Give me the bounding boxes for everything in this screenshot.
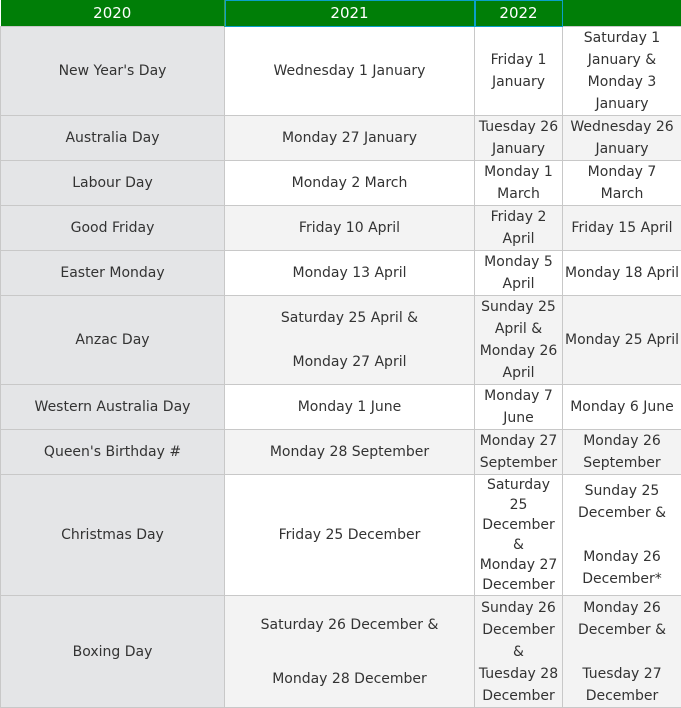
holiday-name: Anzac Day (1, 296, 225, 385)
date-cell: Monday 18 April (563, 251, 681, 296)
holiday-name: New Year's Day (1, 27, 225, 116)
table-row (1, 475, 681, 596)
table-row (1, 596, 681, 708)
date-cell: Friday 10 April (225, 206, 475, 251)
date-cell: Saturday 26 December & Monday 28 December (225, 596, 475, 708)
table-row (1, 161, 681, 206)
col-header-blank (563, 0, 681, 27)
date-cell: Monday 1 June (225, 385, 475, 430)
holiday-name: Good Friday (1, 206, 225, 251)
holiday-name: Christmas Day (1, 475, 225, 596)
date-cell: Monday 6 June (563, 385, 681, 430)
date-cell: Monday 25 April (563, 296, 681, 385)
date-cell: Sunday 26 December & Tuesday 28 December (475, 596, 563, 708)
date-cell: Monday 2 March (225, 161, 475, 206)
table-row (1, 27, 681, 116)
table-row (1, 430, 681, 475)
date-cell: Monday 7 June (475, 385, 563, 430)
date-cell: Saturday 25 April & Monday 27 April (225, 296, 475, 385)
date-cell: Monday 1 March (475, 161, 563, 206)
date-cell: Monday 26 December & Tuesday 27 December (563, 596, 681, 708)
col-header-2021: 2021 (225, 0, 475, 27)
holiday-name: Boxing Day (1, 596, 225, 708)
holiday-name: Labour Day (1, 161, 225, 206)
date-cell: Friday 1 January (475, 27, 563, 116)
date-cell: Saturday 25 December & Monday 27 December (475, 475, 563, 596)
date-cell: Sunday 25 April & Monday 26 April (475, 296, 563, 385)
table-row (1, 296, 681, 385)
table-row (1, 116, 681, 161)
table-row (1, 206, 681, 251)
holiday-name: Australia Day (1, 116, 225, 161)
date-cell: Friday 2 April (475, 206, 563, 251)
holiday-name: Easter Monday (1, 251, 225, 296)
date-cell: Friday 25 December (225, 475, 475, 596)
col-header-2022: 2022 (475, 0, 563, 27)
date-cell: Friday 15 April (563, 206, 681, 251)
date-cell: Monday 26 September (563, 430, 681, 475)
date-cell: Monday 28 September (225, 430, 475, 475)
date-cell: Wednesday 26 January (563, 116, 681, 161)
date-cell: Sunday 25 December & Monday 26 December* (563, 475, 681, 596)
holiday-name: Western Australia Day (1, 385, 225, 430)
date-cell: Monday 27 January (225, 116, 475, 161)
date-cell: Wednesday 1 January (225, 27, 475, 116)
table-row (1, 385, 681, 430)
date-cell: Saturday 1 January & Monday 3 January (563, 27, 681, 116)
col-header-2020: 2020 (1, 0, 225, 27)
date-cell: Monday 7 March (563, 161, 681, 206)
date-cell: Monday 27 September (475, 430, 563, 475)
date-cell: Monday 13 April (225, 251, 475, 296)
holiday-name: Queen's Birthday # (1, 430, 225, 475)
table-row (1, 251, 681, 296)
header-row (1, 0, 681, 27)
date-cell: Tuesday 26 January (475, 116, 563, 161)
date-cell: Monday 5 April (475, 251, 563, 296)
